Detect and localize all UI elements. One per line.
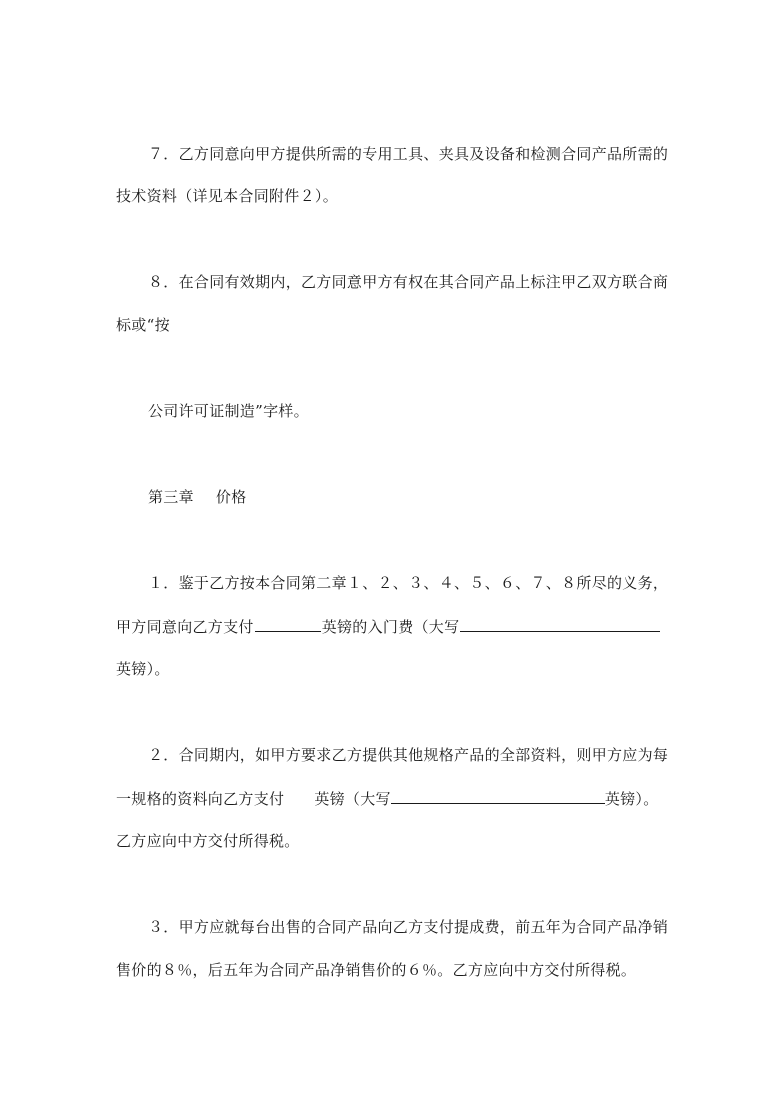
price-1-line-3: 英镑）。 xyxy=(116,660,170,678)
price-2-line-3: 乙方应向中方交付所得税。 xyxy=(116,832,300,850)
clause-8-line-2: 标或“按 xyxy=(116,316,170,334)
price-1-text-b: 英镑的入门费（大写 xyxy=(321,618,460,636)
price-2-line-2 xyxy=(116,787,676,810)
price-2-line-1: ２．合同期内，如甲方要求乙方提供其他规格产品的全部资料，则甲方应为每 xyxy=(148,746,669,764)
chapter-title: 第三章 xyxy=(148,488,194,506)
price-3-line-2: 售价的８％，后五年为合同产品净销售价的６％。乙方应向中方交付所得税。 xyxy=(116,961,637,979)
clause-8-line-3: 公司许可证制造”字样。 xyxy=(148,402,309,420)
clause-8-line-1: ８．在合同有效期内，乙方同意甲方有权在其合同产品上标注甲乙双方联合商 xyxy=(148,273,669,291)
fee-amount-words-blank xyxy=(460,615,660,632)
price-3-line-1: ３．甲方应就每台出售的合同产品向乙方支付提成费，前五年为合同产品净销 xyxy=(148,918,669,936)
clause-7-line-2: 技术资料（详见本合同附件２）。 xyxy=(116,187,339,205)
price-1-line-1: １．鉴于乙方按本合同第二章１、２、３、４、５、６、７、８所尽的义务， xyxy=(148,574,669,592)
spec-fee-words-blank xyxy=(391,787,605,804)
fee-amount-blank xyxy=(255,615,321,632)
chapter-heading xyxy=(148,486,708,508)
price-2-text-a: 一规格的资料向乙方支付 xyxy=(116,790,285,808)
price-2-text-c: 英镑）。 xyxy=(604,790,659,808)
chapter-subtitle: 价格 xyxy=(215,488,247,506)
price-1-line-2 xyxy=(116,615,676,638)
clause-7-line-1: ７．乙方同意向甲方提供所需的专用工具、夹具及设备和检测合同产品所需的 xyxy=(148,145,669,163)
price-1-text-a: 甲方同意向乙方支付 xyxy=(116,618,254,636)
price-2-text-b: 英镑（大写 xyxy=(314,790,391,808)
